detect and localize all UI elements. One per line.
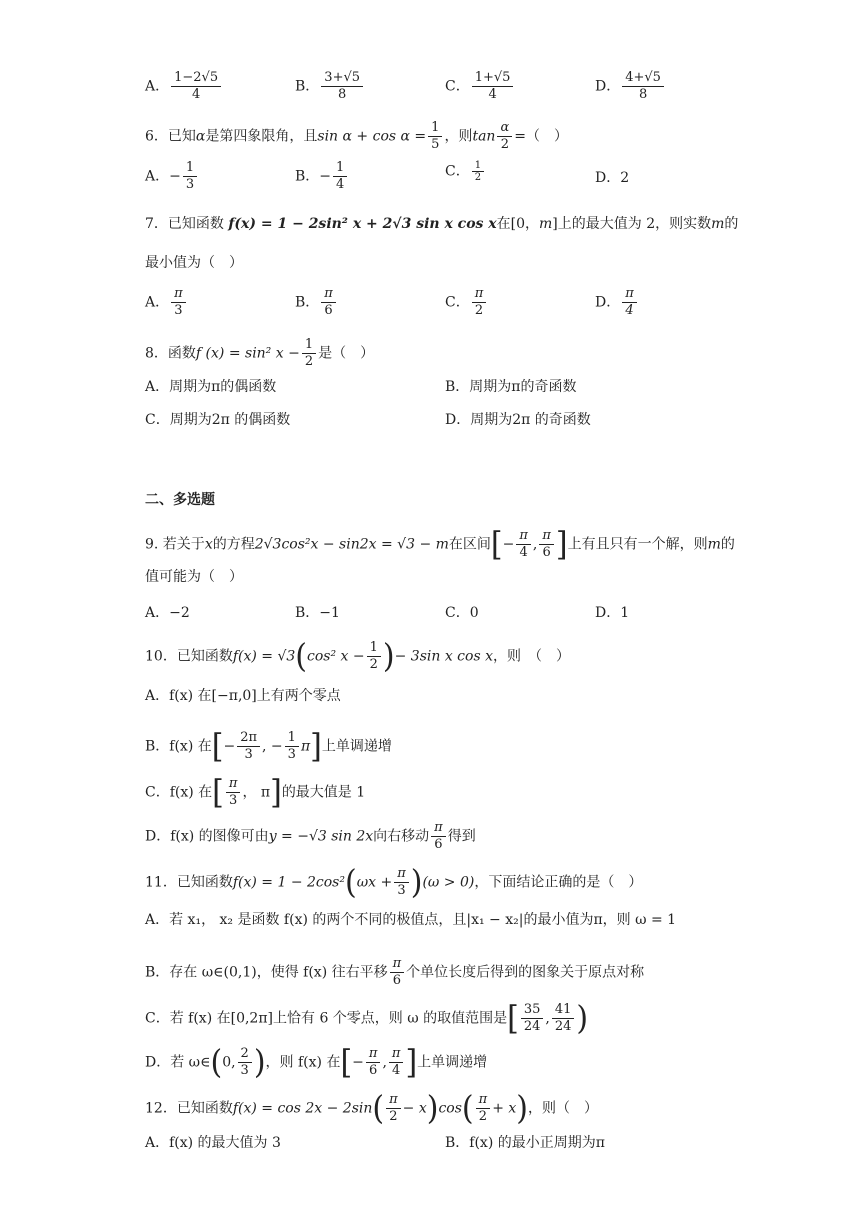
bracket: ] [310, 726, 322, 766]
option-label: A． [145, 78, 170, 95]
fraction-part: 1 [302, 337, 316, 354]
fraction-part: 1 [333, 160, 347, 177]
fraction-part: 2 [474, 303, 484, 318]
fraction-part: 2 [478, 1109, 488, 1124]
q8-option-d[interactable]: D．周期为2π 的奇函数 [445, 412, 591, 428]
fraction-part: 2 [500, 137, 509, 152]
q9-stem-line2: 值可能为（ ） [145, 569, 243, 585]
q6-option-b[interactable]: B．− $\frac{1}{4}$ [295, 160, 349, 193]
fraction-part: 8 [638, 87, 648, 102]
bracket: ) [426, 1088, 439, 1128]
fraction-part: 24 [554, 1019, 572, 1034]
q10-option-b[interactable]: B．f(x) 在[− $\frac{2\pi}{3}$ , − $\frac{1}{3}$ π]上单调递增 [145, 726, 392, 766]
q7-option-a[interactable]: A． $\frac{\pi}{3}$ [145, 286, 188, 319]
bracket: [ [507, 998, 519, 1038]
q12-stem: 12．已知函数f(x) = cos 2x − 2sin( $\frac{\pi}{2}$ − x)cos( $\frac{\pi}{2}$ + x)，则（ ） [145, 1088, 598, 1128]
q9-option-c[interactable]: C．0 [445, 605, 479, 621]
fraction-part: 3 [240, 1063, 249, 1078]
fraction-part: 6 [324, 303, 333, 318]
fraction-part: 2π [237, 730, 260, 747]
fraction-part: 24 [523, 1019, 541, 1034]
fraction-part: 2 [304, 354, 314, 369]
fraction-part: 3 [287, 747, 296, 762]
bracket: ( [461, 1088, 474, 1128]
fraction-part: π [516, 528, 531, 545]
fraction-part: 4+√5 [622, 70, 664, 87]
fraction-part: π [321, 286, 336, 303]
bracket: [ [340, 1042, 353, 1082]
fraction-part: 3 [174, 303, 183, 318]
q8-stem: 8．函数f (x) = sin² x − $\frac{1}{2}$ 是（ ） [145, 337, 375, 369]
fraction-part: 1+√5 [472, 70, 514, 87]
option-label: C． [445, 78, 470, 95]
fraction-part: 2 [474, 172, 482, 183]
fraction-part: 4 [625, 303, 634, 318]
bracket: ( [344, 862, 357, 902]
fraction-part: π [622, 286, 637, 303]
q11-option-d[interactable]: D．若 ω∈(0, $\frac{2}{3}$ )，则 f(x) 在[− $\frac{\pi}{6}$ , $\frac{\pi}{4}$ ]上单调递增 [145, 1042, 488, 1082]
q6-option-c[interactable]: C． $\frac{1}{2}$ [445, 160, 486, 183]
bracket: ) [516, 1088, 528, 1128]
fraction-part: 6 [369, 1063, 378, 1078]
fraction-part: π [431, 820, 446, 837]
fraction-part: 6 [392, 973, 402, 988]
fraction-part: π [226, 776, 241, 793]
fraction-part: 3 [185, 177, 195, 192]
q7-stem: 7．已知函数 f(x) = 1 − 2sin² x + 2√3 sin x cos x在[0，m]上的最大值为 2，则实数m的 [145, 216, 739, 232]
bracket: ] [405, 1042, 418, 1082]
q10-option-d[interactable]: D．f(x) 的图像可由y = −√3 sin 2x向右移动 $\frac{\pi}{6}$ 得到 [145, 820, 476, 852]
fraction [622, 70, 664, 103]
fraction-part: 3 [244, 747, 253, 762]
bracket: ) [253, 1042, 266, 1082]
q7-option-b[interactable]: B． $\frac{\pi}{6}$ [295, 286, 338, 319]
bracket: ) [410, 862, 423, 902]
q6-stem: 6．已知α是第四象限角，且sin α + cos α = $\frac{1}{5}$ ，则tan $\frac{\alpha}{2}$ =（ ） [145, 120, 568, 152]
q5-option-d[interactable] [595, 70, 666, 103]
fraction-part: 3 [229, 793, 238, 808]
fraction-part: 3 [397, 883, 406, 898]
q11-stem: 11．已知函数f(x) = 1 − 2cos²(ωx + $\frac{\pi}{3}$ )(ω > 0)，下面结论正确的是（ ） [145, 862, 643, 902]
option-label: B． [295, 78, 320, 95]
bracket: ( [210, 1042, 223, 1082]
q5-option-c[interactable] [445, 70, 515, 103]
fraction-part: π [476, 1092, 491, 1109]
q9-stem: 9. 若关于x的方程2√3cos²x − sin2x = √3 − m在区间[− $\frac{\pi}{4}$ , $\frac{\pi}{6}$ ]上有且只有一个解，则m的 [145, 524, 735, 564]
fraction-part: 4 [488, 87, 497, 102]
fraction-part: π [472, 286, 487, 303]
fraction-part: 4 [392, 1063, 401, 1078]
fraction-part: 6 [434, 837, 443, 852]
fraction-part: 1 [183, 160, 197, 177]
q11-option-b[interactable]: B．存在 ω∈(0,1)，使得 f(x) 往右平移 $\frac{\pi}{6}$ 个单位长度后得到的图象关于原点对称 [145, 956, 645, 988]
fraction-part: 1 [428, 120, 442, 137]
fraction-part: 2 [389, 1109, 398, 1124]
fraction-part: 1 [367, 640, 381, 657]
bracket: ] [270, 772, 282, 812]
fraction-part: 2 [238, 1046, 252, 1063]
fraction-part: 1 [472, 160, 484, 172]
bracket: [ [490, 524, 503, 564]
fraction-part: π [389, 1046, 404, 1063]
bracket: ) [382, 636, 395, 676]
fraction-part: 2 [369, 657, 378, 672]
q12-option-b[interactable]: B．f(x) 的最小正周期为π [445, 1135, 605, 1151]
bracket: ( [372, 1088, 385, 1128]
fraction-part: 4 [191, 87, 201, 102]
bracket: [ [212, 772, 224, 812]
q11-option-c[interactable]: C．若 f(x) 在[0,2π]上恰有 6 个零点，则 ω 的取值范围是[ $\frac{35}{24}$ , $\frac{41}{24}$ ) [145, 998, 589, 1038]
q6-option-a[interactable]: A．− $\frac{1}{3}$ [145, 160, 199, 193]
fraction-part: 8 [338, 87, 347, 102]
fraction-part: 4 [519, 545, 528, 560]
q10-option-c[interactable]: C．f(x) 在[ $\frac{\pi}{3}$ ， π]的最大值是 1 [145, 772, 366, 812]
fraction-part: α [497, 120, 512, 137]
bracket: ( [295, 636, 308, 676]
fraction-part: 1 [285, 730, 299, 747]
q9-option-b[interactable]: B．−1 [295, 605, 340, 621]
fraction-part: 5 [431, 137, 440, 152]
q11-option-a[interactable]: A．若 x₁， x₂ 是函数 f(x) 的两个不同的极值点，且|x₁ − x₂|的最小值为π，则 ω = 1 [145, 912, 677, 928]
q7-option-c[interactable]: C． $\frac{\pi}{2}$ [445, 286, 488, 319]
bracket: ] [555, 524, 568, 564]
fraction-part: π [390, 956, 405, 973]
fraction-part: π [366, 1046, 381, 1063]
q8-option-b[interactable]: B．周期为π的奇函数 [445, 379, 577, 395]
q9-option-d[interactable]: D．1 [595, 605, 630, 621]
fraction-part: 4 [336, 177, 345, 192]
fraction [171, 70, 221, 103]
q6-option-d[interactable]: D．2 [595, 170, 630, 186]
q12-option-a[interactable]: A．f(x) 的最大值为 3 [145, 1135, 281, 1151]
q10-stem: 10．已知函数f(x) = √3(cos² x − $\frac{1}{2}$ )− 3sin x cos x，则 （ ） [145, 636, 570, 676]
fraction-part: 1−2√5 [171, 70, 221, 87]
q8-option-a[interactable]: A．周期为π的偶函数 [145, 379, 277, 395]
fraction [321, 70, 363, 103]
fraction-part: π [394, 866, 409, 883]
q7-option-d[interactable]: D． $\frac{\pi}{4}$ [595, 286, 639, 319]
bracket: ) [576, 998, 589, 1038]
q7-stem-line2: 最小值为（ ） [145, 255, 243, 271]
fraction-part: π [171, 286, 186, 303]
fraction-part: 3+√5 [321, 70, 363, 87]
fraction [472, 70, 514, 103]
fraction-part: π [539, 528, 554, 545]
q10-option-a[interactable]: A．f(x) 在[−π,0]上有两个零点 [145, 688, 341, 704]
option-label: D． [595, 78, 621, 95]
q5-option-b[interactable] [295, 70, 365, 103]
q5-option-a[interactable] [145, 70, 223, 103]
fraction-part: 6 [542, 545, 551, 560]
fraction-part: π [386, 1092, 401, 1109]
q9-option-a[interactable]: A．−2 [145, 605, 190, 621]
section-title: 二、多选题 [145, 492, 215, 508]
bracket: [ [211, 726, 224, 766]
fraction-part: 35 [521, 1002, 544, 1019]
q8-option-c[interactable]: C．周期为2π 的偶函数 [145, 412, 291, 428]
fraction-part: 41 [552, 1002, 575, 1019]
